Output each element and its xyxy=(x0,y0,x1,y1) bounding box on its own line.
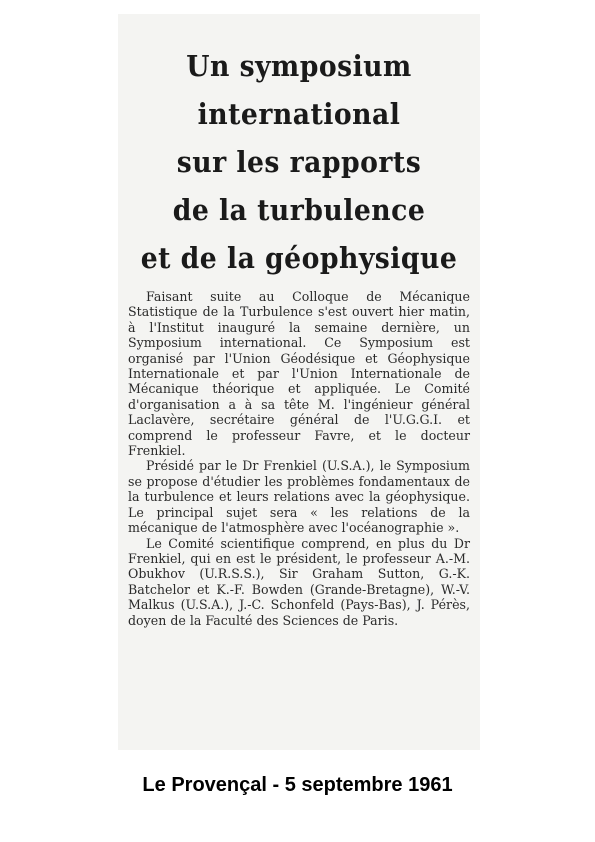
headline-line: et de la géophysique xyxy=(140,241,458,275)
article-headline xyxy=(132,42,465,282)
article-paragraph: Faisant suite au Colloque de Mécanique Statistique de la Turbulence s'est ouvert hier matin, à l'Institut inauguré la semaine dernière, un Symposium international. Ce Symposium est organisé par l'Union Géodésique et Géophysique Internationale et par l'Union Internationale de Mécanique théorique et appliquée. Le Comité d'organisation a à sa tête M. l'ingénieur général Laclavère, secrétaire général de l'U.G.G.I. et comprend le professeur Favre, et le docteur Frenkiel. xyxy=(128,289,470,459)
article-body xyxy=(128,289,470,628)
article-paragraph: Présidé par le Dr Frenkiel (U.S.A.), le Symposium se propose d'étudier les problèmes fondamentaux de la turbulence et leurs relations avec la géophysique. Le principal sujet sera « les relations de la mécanique de l'atmosphère avec l'océanographie ». xyxy=(128,458,470,536)
headline-line: de la turbulence xyxy=(172,193,426,227)
headline-line: sur les rapports xyxy=(176,145,422,179)
source-caption: Le Provençal - 5 septembre 1961 xyxy=(142,774,453,796)
headline-line: international xyxy=(197,97,401,131)
headline-line: Un symposium xyxy=(186,49,412,83)
article-paragraph: Le Comité scientifique comprend, en plus du Dr Frenkiel, qui en est le président, le professeur A.-M. Obukhov (U.R.S.S.), Sir Graham Sutton, G.-K. Batchelor et K.-F. Bowden (Grande-Bretagne), W.-V. Malkus (U.S.A.), J.-C. Schonfeld (Pays-Bas), J. Pérès, doyen de la Faculté des Sciences de Paris. xyxy=(128,535,470,628)
newspaper-clipping xyxy=(118,14,480,750)
